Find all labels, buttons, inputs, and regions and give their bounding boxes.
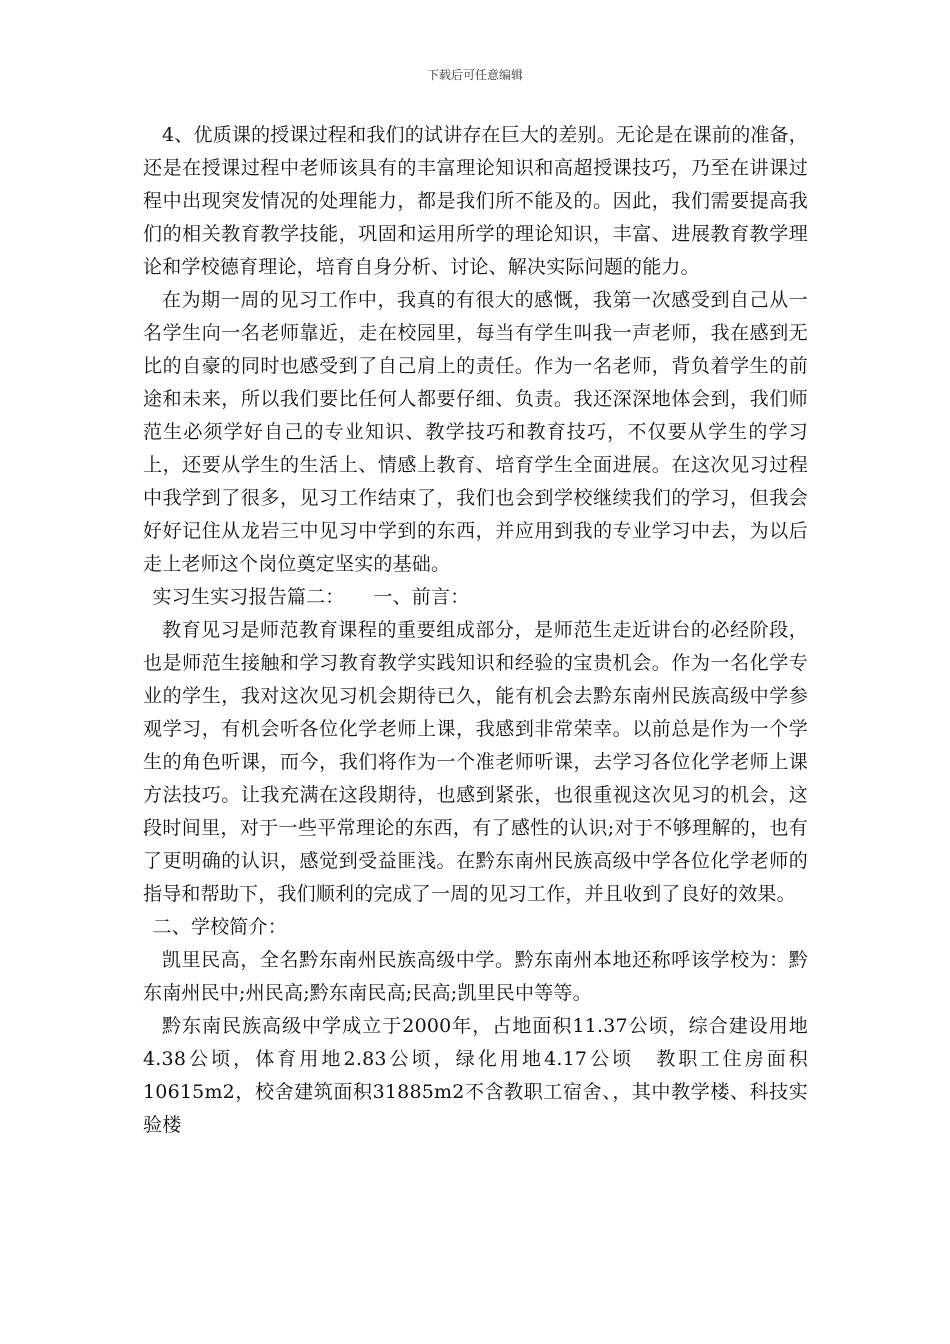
section-heading-school-intro: 二、学校简介： <box>152 916 287 938</box>
paragraph-preface: 教育见习是师范教育课程的重要组成部分，是师范生走近讲台的必经阶段，也是师范生接触和学习教育教学实践知识和经验的宝贵机会。作为一名化学专业的学生，我对这次见习机会期待已久，能有机会去黔东南州民族高级中学参观学习，有机会听各位化学老师上课，我感到非常荣幸。以前总是作为一个学生的角色听课，而今，我们将作为一个准老师听课，去学习各位化学老师上课方法技巧。让我充满在这段期待，也感到紧张，也很重视这次见习的机会，这段时间里，对于一些平常理论的东西，有了感性的认识;对于不够理解的，也有了更明确的认识，感觉到受益匪浅。在黔东南州民族高级中学各位化学老师的指导和帮助下，我们顺利的完成了一周的见习工作，并且收到了良好的效果。 <box>143 619 808 905</box>
paragraph-teaching-gap: 4、优质课的授课过程和我们的试讲存在巨大的差别。无论是在课前的准备，还是在授课过程中老师该具有的丰富理论知识和高超授课技巧，乃至在讲课过程中出现突发情况的处理能力，都是我们所不能及的。因此，我们需要提高我们的相关教育教学技能，巩固和运用所学的理论知识，丰富、进展教育教学理论和学校德育理论，培育自身分析、讨论、解决实际问题的能力。 <box>143 124 808 278</box>
document-body <box>143 119 808 1142</box>
paragraph-observation-reflection: 在为期一周的见习工作中，我真的有很大的感慨，我第一次感受到自己从一名学生向一名老师靠近，走在校园里，每当有学生叫我一声老师，我在感到无比的自豪的同时也感受到了自己肩上的责任。作为一名老师，背负着学生的前途和未来，所以我们要比任何人都要仔细、负责。我还深深地体会到，我们师范生必须学好自己的专业知识、教学技巧和教育技巧，不仅要从学生的学习上，还要从学生的生活上、情感上教育、培育学生全面进展。在这次见习过程中我学到了很多，见习工作结束了，我们也会到学校继续我们的学习，但我会好好记住从龙岩三中见习中学到的东西，并应用到我的专业学习中去，为以后走上老师这个岗位奠定坚实的基础。 <box>143 289 808 575</box>
paragraph-school-stats: 黔东南民族高级中学成立于2000年，占地面积11.37公顷，综合建设用地4.38公顷，体育用地2.83公顷，绿化用地4.17公顷 教职工住房面积10615m2，校舍建筑面积31885m2不含教职工宿舍、，其中教学楼、科技实验楼 <box>143 1015 808 1136</box>
page-header: 下载后可任意编辑 <box>426 68 523 82</box>
paragraph-school-name: 凯里民高，全名黔东南州民族高级中学。黔东南州本地还称呼该学校为：黔东南州民中;州民高;黔东南民高;民高;凯里民中等等。 <box>143 949 808 1004</box>
section-heading-report-two: 实习生实习报告篇二： 一、前言： <box>152 586 470 608</box>
